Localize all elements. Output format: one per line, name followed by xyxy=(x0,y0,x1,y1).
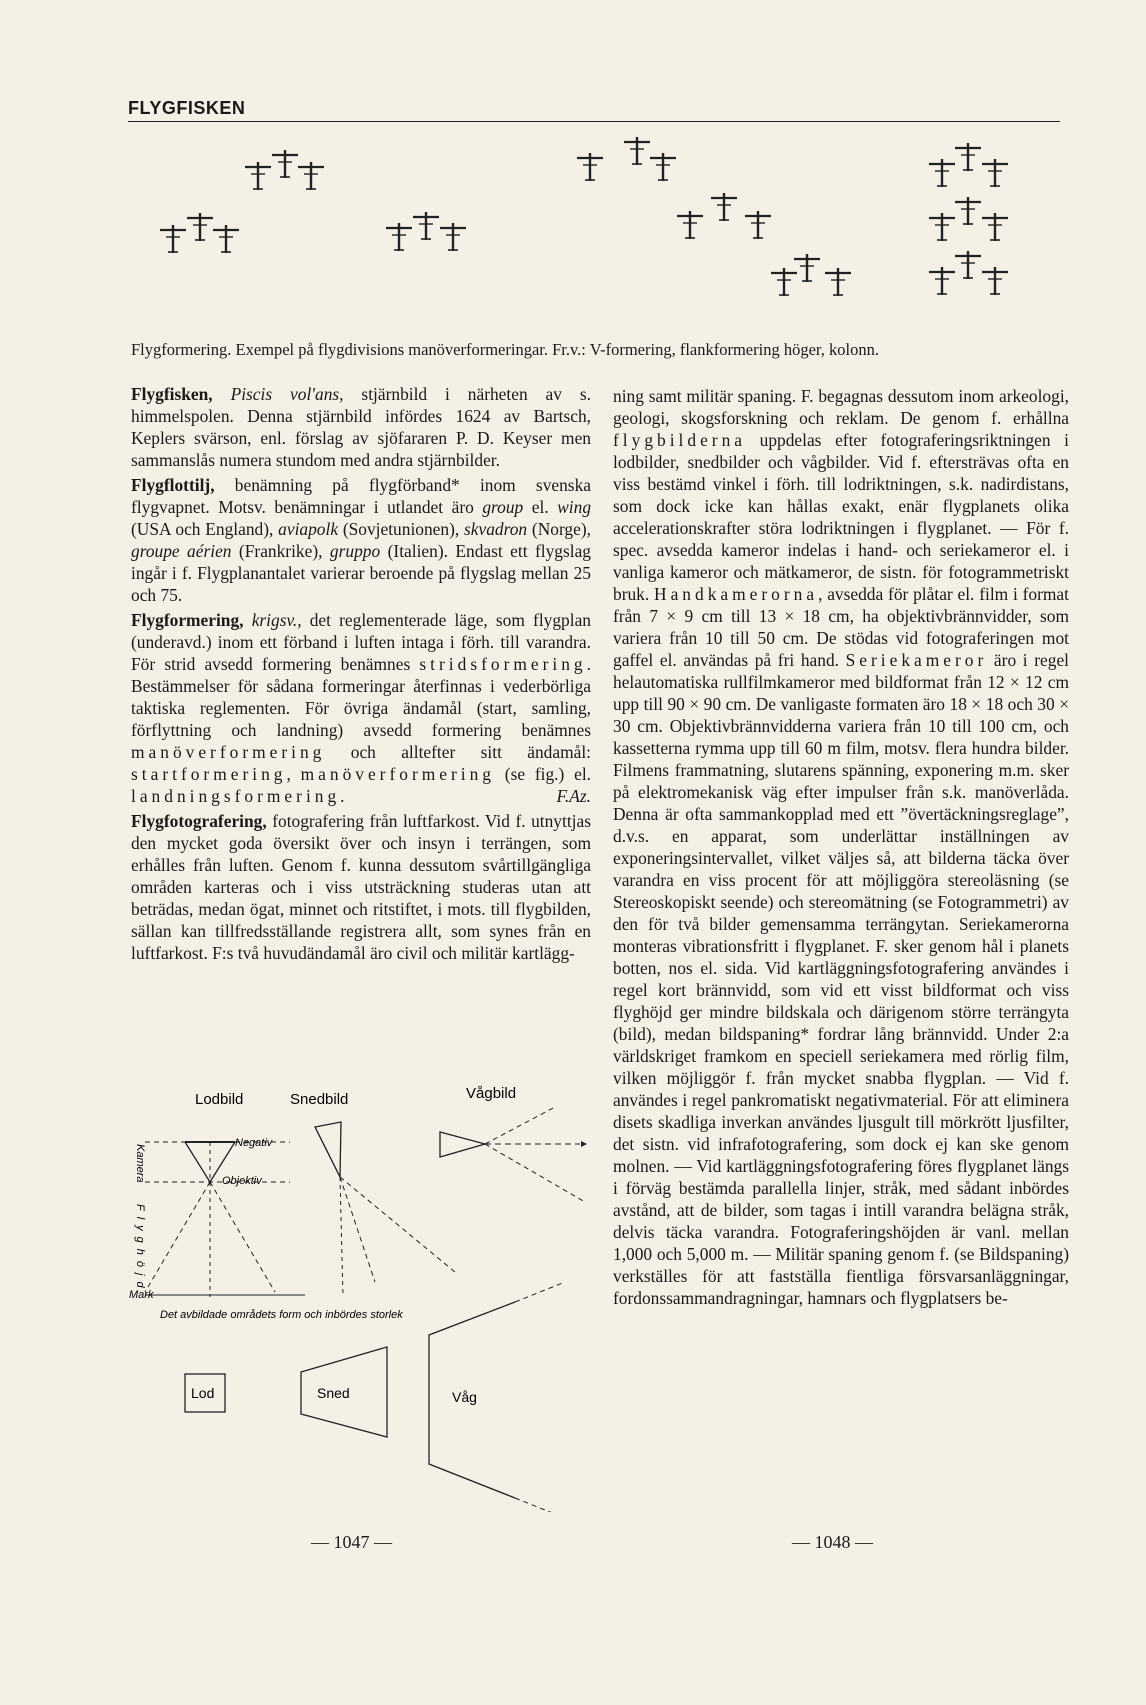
term-italic: gruppo xyxy=(329,541,381,561)
page-number-right: — 1048 — xyxy=(792,1532,873,1552)
entry-flygflottilj xyxy=(131,474,591,606)
label-lod: Lod xyxy=(191,1385,215,1401)
term-italic: group xyxy=(482,497,524,517)
page-number-left: — 1047 — xyxy=(311,1532,392,1552)
plane-icon xyxy=(929,213,955,241)
plane-icon xyxy=(771,268,797,296)
label-objektiv: Objektiv xyxy=(222,1175,262,1187)
plane-icon xyxy=(929,159,955,187)
spaced-term: stridsformering xyxy=(419,654,587,674)
entry-text: el. xyxy=(523,497,558,517)
entry-text: , xyxy=(286,764,301,784)
plane-icon xyxy=(187,213,213,241)
entry-text: , avsedda för plåtar el. film i format från 7 × 9 cm till 13 × 18 cm, ha objektivbrännvidder, som variera från 10 till 50 cm. De stödas vid fotograferingen mot gaffel el. användas på fri hand. xyxy=(613,584,1069,670)
label-lodbild: Lodbild xyxy=(195,1091,244,1108)
term-italic: aviapolk xyxy=(278,519,339,539)
term-italic: groupe aérien xyxy=(131,541,232,561)
label-sned: Sned xyxy=(317,1385,350,1401)
plane-icon xyxy=(245,162,271,190)
latin-name: Piscis vol'ans, xyxy=(230,384,344,404)
plane-icon xyxy=(386,223,412,251)
entry-term: Flygflottilj, xyxy=(131,475,215,495)
formation-figure xyxy=(120,130,1060,330)
plane-icon xyxy=(413,212,439,240)
plane-icon xyxy=(160,225,186,253)
entry-text: det reglementerade läge, som flygplan (underavd.) inom ett förband i luften intaga i förh. till varandra. För strid avsedd formering benämnes xyxy=(131,610,591,674)
spaced-term: Seriekameror xyxy=(845,650,988,670)
entry-text: (USA och England), xyxy=(131,519,279,539)
plane-icon xyxy=(711,193,737,221)
plane-icon xyxy=(624,137,650,165)
spaced-term: Handkamerorna xyxy=(654,584,819,604)
plane-icon xyxy=(440,223,466,251)
spaced-term: landningsformering xyxy=(131,786,341,806)
label-vagbild: Vågbild xyxy=(466,1085,517,1102)
plane-icon xyxy=(982,267,1008,295)
figure-caption: Flygformering. Exempel på flygdivisions manöverformeringar. Fr.v.: V-formering, flankformering höger, kolonn. xyxy=(131,340,879,359)
plane-icon xyxy=(745,211,771,239)
author-signature: F.Az. xyxy=(556,786,591,806)
plane-icon xyxy=(955,143,981,171)
term-italic: krigsv., xyxy=(251,610,302,630)
plane-icon xyxy=(982,213,1008,241)
plane-icon xyxy=(982,159,1008,187)
entry-text: (Frankrike), xyxy=(231,541,330,561)
plane-icon xyxy=(650,153,676,181)
entry-text: benämning på flygförband* inom svenska flygvapnet. Motsv. benämningar i utlandet äro xyxy=(131,475,591,517)
entry-flygformering xyxy=(131,609,591,807)
entry-text: (Italien). Endast ett flygslag ingår i f. Flygplanantalet varierar beroende på flygslag mellan 25 och 75. xyxy=(131,541,592,605)
entry-flygfotografering xyxy=(131,810,591,964)
plane-icon xyxy=(955,251,981,279)
plane-icon xyxy=(677,211,703,239)
entry-text: fotografering från luftfarkost. Vid f. utnyttjas den mycket goda översikt över och insyn i terrängen, som erhålles från luften. Genom f. kunna dessutom svårtillgängliga områden karteras och i viss utsträckning studeras utan att beträdas, medan ögat, minnet och ritstiftet, i mots. till flygbilden, sällan kan tillfredsställande registrera allt, som synes från en luftfarkost. F:s två huvudändamål äro civil och militär kartlägg- xyxy=(131,811,591,963)
entry-flygfotografering-cont xyxy=(613,385,1069,1309)
term-italic: skvadron xyxy=(464,519,528,539)
entry-text: ning samt militär spaning. F. begagnas dessutom inom arkeologi, geologi, skogsforskning och reklam. De genom f. erhållna xyxy=(613,386,1069,428)
label-flyghojd: Flyghöjd xyxy=(134,1204,146,1294)
entry-text: äro i regel helautomatiska rullfilmkameror med bildformat från 12 × 12 cm upp till 90 × 90 cm. De vanligaste formaten äro 18 × 18 och 30 × 30 cm. Objektivbrännvidderna variera från 10 till 100 cm, och kassetterna rymma upp till 60 m film, motsv. flera hundra bilder. Filmens frammatning, slutarens spänning, exponering m.m. sker på elektromekanisk väg efter impulser från s.k. manöverlåda. Denna är ofta sammankopplad med ett ”övertäckningsreglage”, d.v.s. en apparat, som underlättar inställningen av exponeringsintervallet, vilket väljes så, att bilderna täcka över varandra en viss procent för att möjliggöra stereoläsning (se Stereoskopiskt seende) och stereomätning (se Fotogrammetri) av den för två bilder gemensamma terrängytan. Seriekamerorna monteras vibrationsfritt i flygplanet. F. sker genom hål i planets botten, nos el. sida. Vid kartläggningsfotografering användes i regel kort brännvidd, som vid ett visst bildformat och viss flyghöjd ger mindre bildskala och därigenom större terrängyta (bild), medan bildspaning* fordrar lång brännvidd. Under 2:a världskriget framkom en speciell seriekamera med rörlig film, vilken möjliggör f. från mycket snabba flygplan. — Vid f. användes i regel pankromatiskt negativmaterial. För att eliminera disets skadliga inverkan användes ljusgult till mörkrött ljusfilter, det sistn. vid infrafotografering, som dock ej kan ske genom molnen. — Vid kartläggningsfotografering föres flygplanet längs i förväg bestämda parallella linjer, stråk, med sådant inbördes avstånd, att de bilder, som tagas i intill varandra belägna stråk, delvis täcka varandra. Fotograferingshöjden är vanl. mellan 1,000 och 5,000 m. — Militär spaning genom f. (se Bildspaning) verkställes för att fastställa fientliga försvarsanläggningar, fordonssammandragningar, hamnars och flygplatsers be- xyxy=(613,650,1069,1308)
entry-text: (se fig.) el. xyxy=(495,764,591,784)
right-column xyxy=(613,385,1069,1312)
plane-icon xyxy=(577,153,603,181)
entry-text: (Norge), xyxy=(527,519,591,539)
plane-icon xyxy=(955,197,981,225)
entry-text: . xyxy=(340,786,345,806)
label-mark: Mark xyxy=(129,1289,154,1301)
plane-icon xyxy=(929,267,955,295)
plane-icon xyxy=(794,254,820,282)
entry-term: Flygfotografering, xyxy=(131,811,267,831)
plane-icon xyxy=(825,268,851,296)
entry-text: uppdelas efter fotograferingsriktningen i lodbilder, snedbilder och vågbilder. Vid f. eftersträvas ofta en viss bestämd vinkel i förh. till lodriktningen, s.k. nadirdistans, som dock icke kan hållas exakt, enär flygplanets olika accelerationskrafter störa lodriktningen i flygplanet. — För f. spec. avsedda kameror indelas i hand- och seriekameror el. i vanliga kameror och mätkameror, de sistn. för fotogrammetriskt bruk. xyxy=(613,430,1069,604)
diagram-caption: Det avbildade områdets form och inbördes storlek xyxy=(160,1309,403,1321)
spaced-term: flygbilderna xyxy=(613,430,746,450)
plane-icon xyxy=(213,225,239,253)
plane-icon xyxy=(272,150,298,178)
spaced-term: manöverformering xyxy=(131,742,326,762)
spaced-term: startformering xyxy=(131,764,287,784)
entry-flygfisken xyxy=(131,383,591,471)
entry-text: . Bestämmelser för sådana formeringar återfinnas i vederbörliga taktiska reglementen. För övriga ändamål (start, samling, förflyttning och landning) avsedd formering benämnes xyxy=(131,654,591,740)
entry-text: och alltefter sitt ändamål: xyxy=(325,742,591,762)
spaced-term: manöverformering xyxy=(300,764,496,784)
header-title: FLYGFISKEN xyxy=(128,98,246,118)
label-snedbild: Snedbild xyxy=(290,1091,349,1108)
plane-icon xyxy=(298,162,324,190)
label-vag: Våg xyxy=(452,1389,477,1405)
term-italic: wing xyxy=(557,497,592,517)
entry-text: (Sovjetunionen), xyxy=(338,519,465,539)
label-kamera: Kamera xyxy=(134,1144,146,1183)
entry-term: Flygfisken, xyxy=(131,384,213,404)
entry-text: stjärnbild i närheten av s. himmelspolen. Denna stjärnbild infördes 1624 av Bartsch, Keplers svärson, enl. förslag av sjöfararen P. D. Keyser men sammanslås numera stundom med andra stjärnbilder. xyxy=(131,384,592,470)
running-header xyxy=(128,98,1060,122)
entry-term: Flygformering, xyxy=(131,610,244,630)
photo-angle-diagram xyxy=(125,1082,595,1512)
left-column xyxy=(131,383,591,967)
label-negativ: Negativ xyxy=(235,1137,273,1149)
